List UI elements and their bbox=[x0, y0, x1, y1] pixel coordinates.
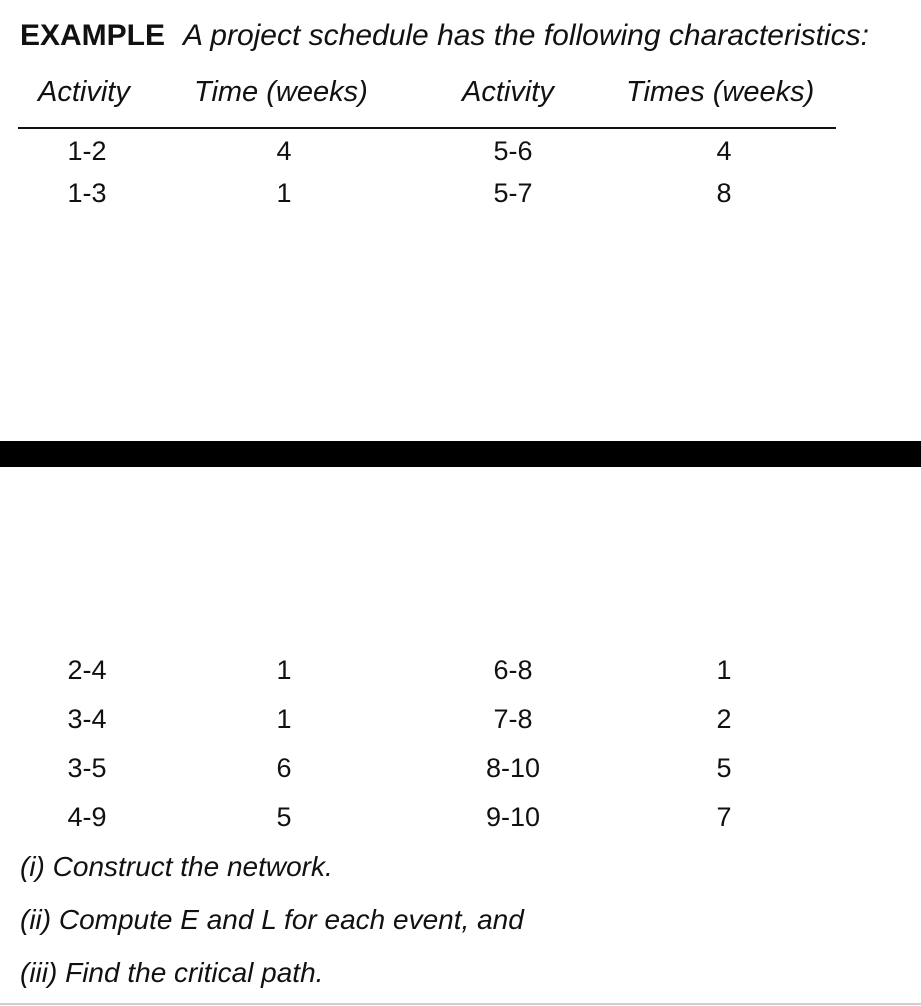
table-cell: 2 bbox=[716, 704, 732, 734]
table-cell: 5 bbox=[276, 802, 292, 832]
table-cell: 1-3 bbox=[67, 178, 107, 208]
table-cell: 1-2 bbox=[67, 136, 107, 166]
table-cell: 1 bbox=[276, 655, 292, 685]
table-cell: 5 bbox=[716, 753, 732, 783]
example-heading bbox=[20, 16, 869, 56]
table-cell: 7 bbox=[716, 802, 732, 832]
question-ii: (ii) Compute E and L for each event, and bbox=[20, 904, 524, 935]
table-cell: 7-8 bbox=[493, 704, 533, 734]
header-activity-2: Activity bbox=[462, 76, 554, 108]
example-statement: A project schedule has the following characteristics: bbox=[183, 19, 869, 52]
example-label: EXAMPLE bbox=[20, 19, 166, 52]
bottom-border bbox=[0, 1003, 921, 1005]
table-cell: 4 bbox=[716, 136, 732, 166]
header-time-1: Time (weeks) bbox=[194, 76, 368, 108]
table-cell: 8 bbox=[716, 178, 732, 208]
header-rule bbox=[18, 127, 836, 129]
table-cell: 6-8 bbox=[493, 655, 533, 685]
table-cell: 3-4 bbox=[67, 704, 107, 734]
question-i: (i) Construct the network. bbox=[20, 851, 333, 882]
table-cell: 4 bbox=[276, 136, 292, 166]
page-divider-bar bbox=[0, 441, 921, 467]
table-cell: 1 bbox=[276, 704, 292, 734]
table-cell: 9-10 bbox=[485, 802, 541, 832]
table-cell: 5-7 bbox=[493, 178, 533, 208]
table-cell: 5-6 bbox=[493, 136, 533, 166]
header-activity-1: Activity bbox=[38, 76, 130, 108]
table-cell: 1 bbox=[276, 178, 292, 208]
header-time-2: Times (weeks) bbox=[626, 76, 815, 108]
table-cell: 2-4 bbox=[67, 655, 107, 685]
table-cell: 3-5 bbox=[67, 753, 107, 783]
table-cell: 8-10 bbox=[485, 753, 541, 783]
table-cell: 1 bbox=[716, 655, 732, 685]
table-cell: 6 bbox=[276, 753, 292, 783]
table-cell: 4-9 bbox=[67, 802, 107, 832]
question-iii: (iii) Find the critical path. bbox=[20, 957, 324, 988]
